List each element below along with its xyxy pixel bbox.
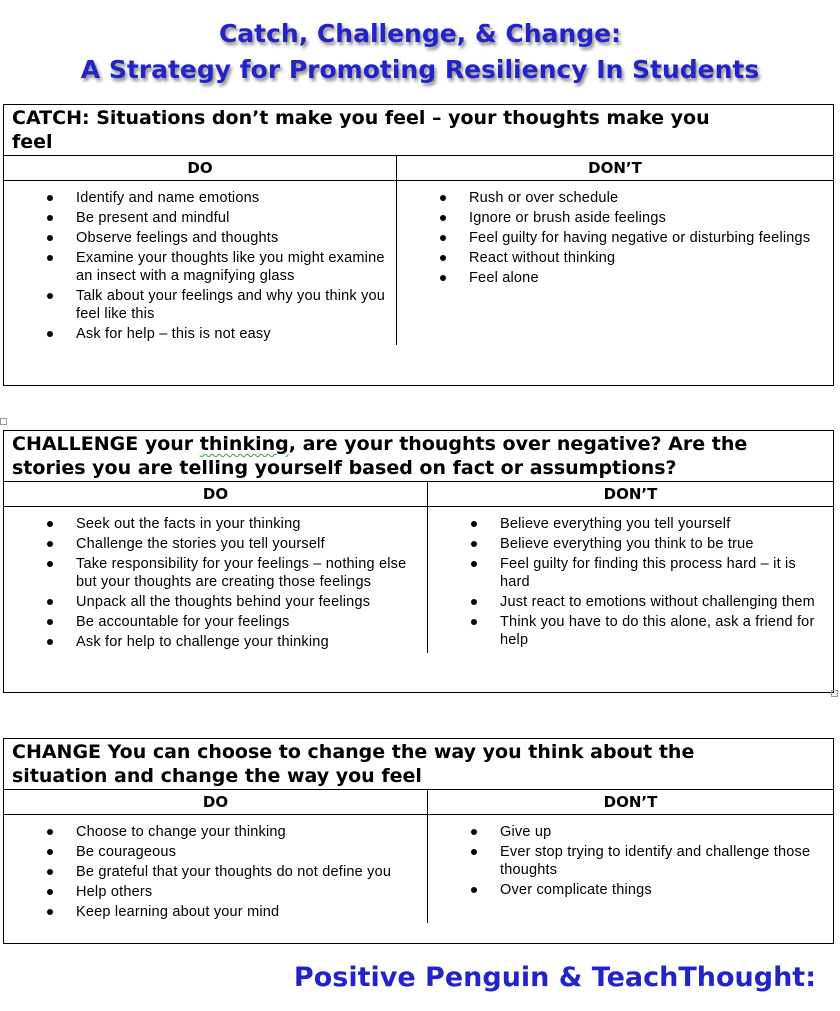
list-item: Challenge the stories you tell yourself (4, 535, 421, 553)
catch-dont-heading: DON’T (397, 156, 833, 181)
list-item: Choose to change your thinking (4, 823, 421, 841)
catch-do-heading: DO (4, 156, 396, 181)
challenge-header-spellcheck-word: thinking (199, 433, 289, 455)
list-item: Ignore or brush aside feelings (397, 209, 827, 227)
list-item: Seek out the facts in your thinking (4, 515, 421, 533)
list-item: Be present and mindful (4, 209, 390, 227)
list-item: Identify and name emotions (4, 189, 390, 207)
title-line-2: A Strategy for Promoting Resiliency In Students (80, 55, 760, 84)
challenge-header (4, 431, 833, 482)
list-item: Unpack all the thoughts behind your feelings (4, 593, 421, 611)
page-title (0, 16, 840, 88)
change-header-line-2: situation and change the way you feel (12, 765, 422, 787)
list-item: Ask for help to challenge your thinking (4, 633, 421, 651)
challenge-do-heading: DO (4, 482, 427, 507)
list-item: Take responsibility for your feelings – nothing else but your thoughts are creating those feelings (4, 555, 421, 591)
list-item: Over complicate things (428, 881, 827, 899)
change-section (3, 738, 834, 944)
catch-dont-column (396, 156, 833, 345)
challenge-dont-heading: DON’T (428, 482, 833, 507)
change-dont-heading: DON’T (428, 790, 833, 815)
challenge-do-list (4, 507, 427, 651)
change-do-heading: DO (4, 790, 427, 815)
list-item: Examine your thoughts like you might examine an insect with a magnifying glass (4, 249, 390, 285)
list-item: Think you have to do this alone, ask a friend for help (428, 613, 827, 649)
list-item: Observe feelings and thoughts (4, 229, 390, 247)
catch-header (4, 105, 833, 156)
change-header (4, 739, 833, 790)
list-item: Rush or over schedule (397, 189, 827, 207)
list-item: Keep learning about your mind (4, 903, 421, 921)
list-item: React without thinking (397, 249, 827, 267)
catch-do-list (4, 181, 396, 343)
challenge-section (3, 430, 834, 693)
change-dont-list (428, 815, 833, 899)
list-item: Help others (4, 883, 421, 901)
list-item: Ask for help – this is not easy (4, 325, 390, 343)
footer-credit: Positive Penguin & TeachThought: (293, 962, 816, 993)
list-item: Just react to emotions without challenging them (428, 593, 827, 611)
table-resize-marker (831, 690, 838, 697)
change-header-line-1: CHANGE You can choose to change the way you think about the (12, 741, 695, 763)
list-item: Give up (428, 823, 827, 841)
list-item: Be courageous (4, 843, 421, 861)
list-item: Feel guilty for having negative or disturbing feelings (397, 229, 827, 247)
catch-header-line-1: CATCH: Situations don’t make you feel – your thoughts make you (12, 107, 710, 129)
challenge-header-word-1: CHALLENGE your (12, 433, 200, 455)
list-item: Be grateful that your thoughts do not define you (4, 863, 421, 881)
table-anchor-marker (0, 418, 7, 425)
catch-dont-list (397, 181, 833, 287)
challenge-header-rest: , are your thoughts over negative? Are the (288, 433, 748, 455)
list-item: Talk about your feelings and why you think you feel like this (4, 287, 390, 323)
catch-header-line-2: feel (12, 131, 53, 153)
change-do-list (4, 815, 427, 921)
catch-do-column (4, 156, 396, 345)
list-item: Feel alone (397, 269, 827, 287)
list-item: Believe everything you tell yourself (428, 515, 827, 533)
list-item: Be accountable for your feelings (4, 613, 421, 631)
list-item: Ever stop trying to identify and challenge those thoughts (428, 843, 827, 879)
catch-section (3, 104, 834, 386)
challenge-dont-list (428, 507, 833, 649)
challenge-header-line-1 (12, 432, 825, 456)
change-do-column (4, 790, 427, 923)
change-dont-column (427, 790, 833, 923)
title-line-1: Catch, Challenge, & Change: (218, 19, 622, 48)
challenge-header-line-2: stories you are telling yourself based on fact or assumptions? (12, 457, 677, 479)
list-item: Feel guilty for finding this process hard – it is hard (428, 555, 827, 591)
challenge-dont-column (427, 482, 833, 653)
challenge-do-column (4, 482, 427, 653)
list-item: Believe everything you think to be true (428, 535, 827, 553)
